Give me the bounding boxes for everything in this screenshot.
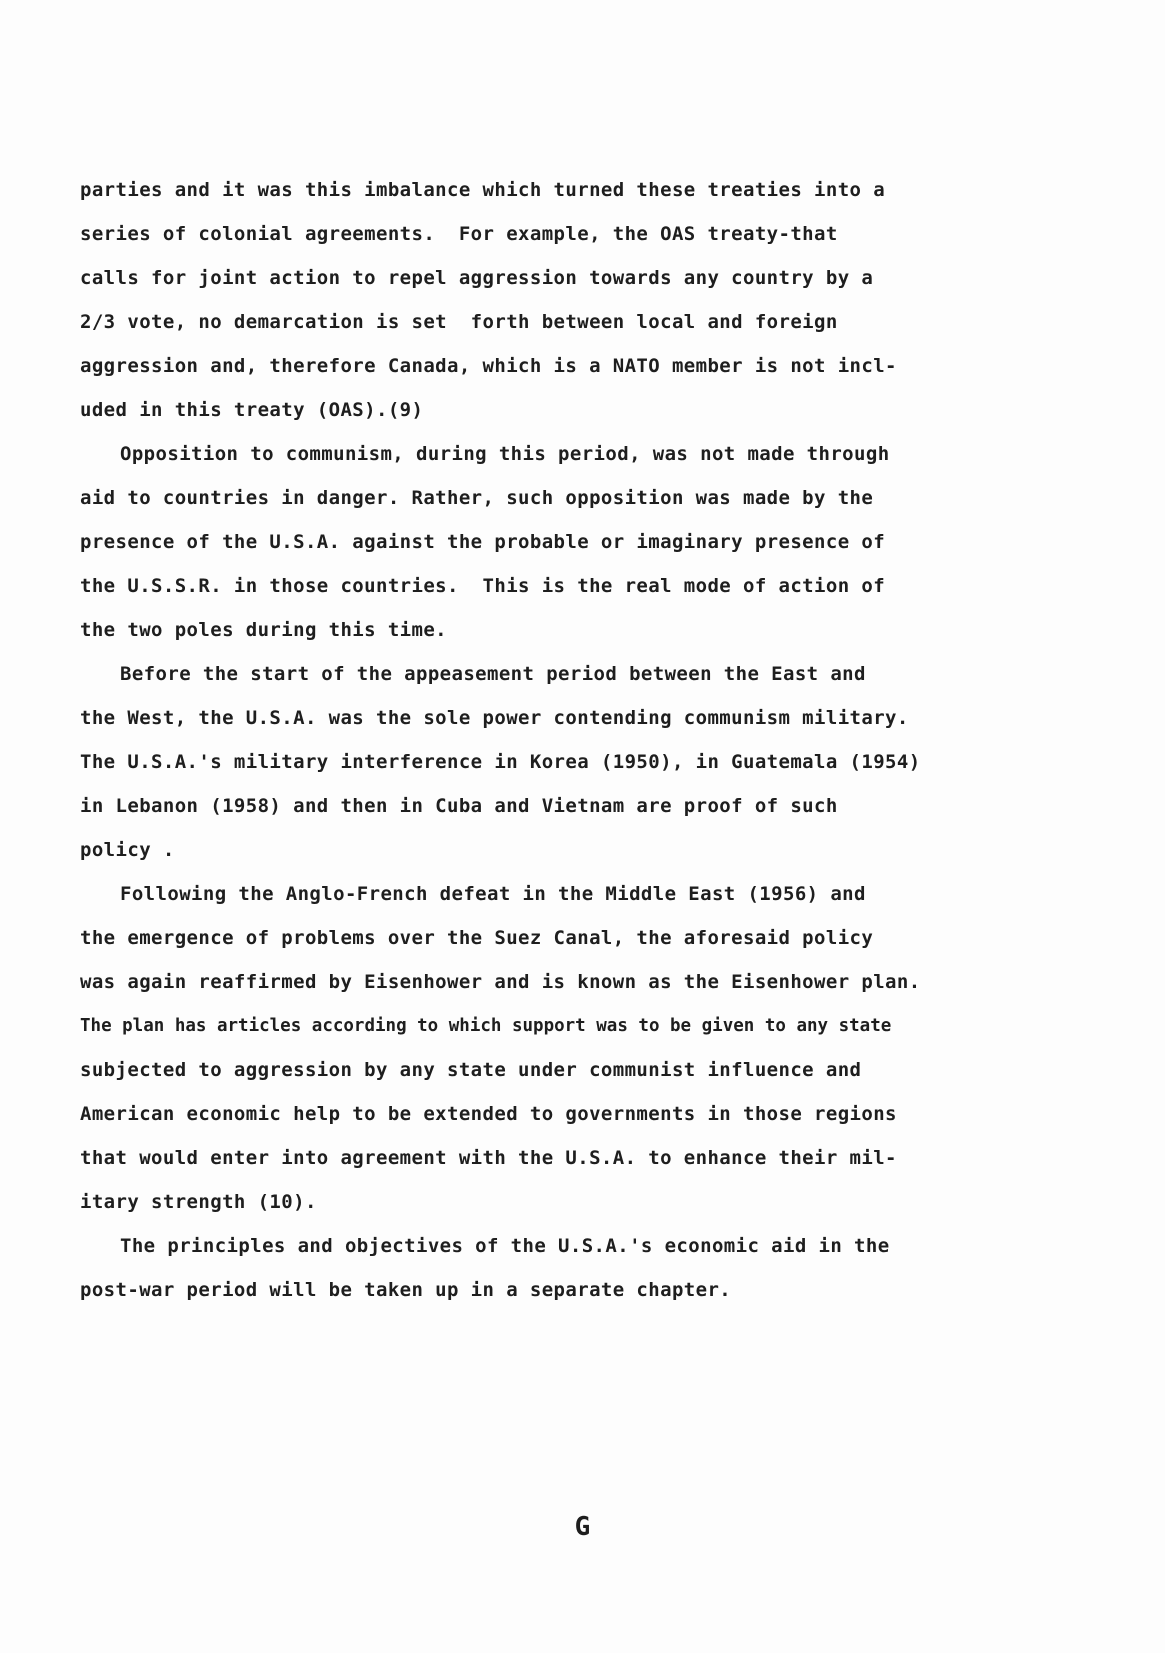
text-line: the West, the U.S.A. was the sole power contending communism military. bbox=[80, 707, 909, 729]
text-line: subjected to aggression by any state under communist influence and bbox=[80, 1059, 862, 1081]
text-line: in Lebanon (1958) and then in Cuba and Vietnam are proof of such bbox=[80, 795, 838, 817]
text-line: that would enter into agreement with the U.S.A. to enhance their mil- bbox=[80, 1147, 897, 1169]
text-line: American economic help to be extended to governments in those regions bbox=[80, 1103, 897, 1125]
text-line: aggression and, therefore Canada, which is a NATO member is not incl- bbox=[80, 355, 897, 377]
text-line: series of colonial agreements. For example, the OAS treaty-that bbox=[80, 223, 838, 245]
text-line: the U.S.S.R. in those countries. This is the real mode of action of bbox=[80, 575, 886, 597]
text-line: The plan has articles according to which support was to be given to any state bbox=[80, 1016, 892, 1036]
text-line: uded in this treaty (OAS).(9) bbox=[80, 399, 424, 421]
paragraph-start-line: Before the start of the appeasement period between the East and bbox=[120, 663, 866, 685]
paragraph-start-line: The principles and objectives of the U.S.A.'s economic aid in the bbox=[120, 1235, 890, 1257]
text-line: presence of the U.S.A. against the probable or imaginary presence of bbox=[80, 531, 886, 553]
text-line: aid to countries in danger. Rather, such opposition was made by the bbox=[80, 487, 874, 509]
text-line: policy . bbox=[80, 839, 175, 861]
text-line: post-war period will be taken up in a separate chapter. bbox=[80, 1279, 732, 1301]
text-line: parties and it was this imbalance which turned these treaties into a bbox=[80, 179, 886, 201]
paragraph-start-line: Following the Anglo-French defeat in the Middle East (1956) and bbox=[120, 883, 866, 905]
text-line: The U.S.A.'s military interference in Korea (1950), in Guatemala (1954) bbox=[80, 751, 921, 773]
text-line: the emergence of problems over the Suez Canal, the aforesaid policy bbox=[80, 927, 874, 949]
text-line: calls for joint action to repel aggression towards any country by a bbox=[80, 267, 874, 289]
paragraph-start-line: Opposition to communism, during this period, was not made through bbox=[120, 443, 890, 465]
text-line: was again reaffirmed by Eisenhower and is known as the Eisenhower plan. bbox=[80, 971, 921, 993]
text-line: 2/3 vote, no demarcation is set forth between local and foreign bbox=[80, 311, 838, 333]
text-line: the two poles during this time. bbox=[80, 619, 448, 641]
text-line: itary strength (10). bbox=[80, 1191, 317, 1213]
page-number: G bbox=[574, 1512, 591, 1542]
body-text bbox=[80, 168, 1040, 1312]
